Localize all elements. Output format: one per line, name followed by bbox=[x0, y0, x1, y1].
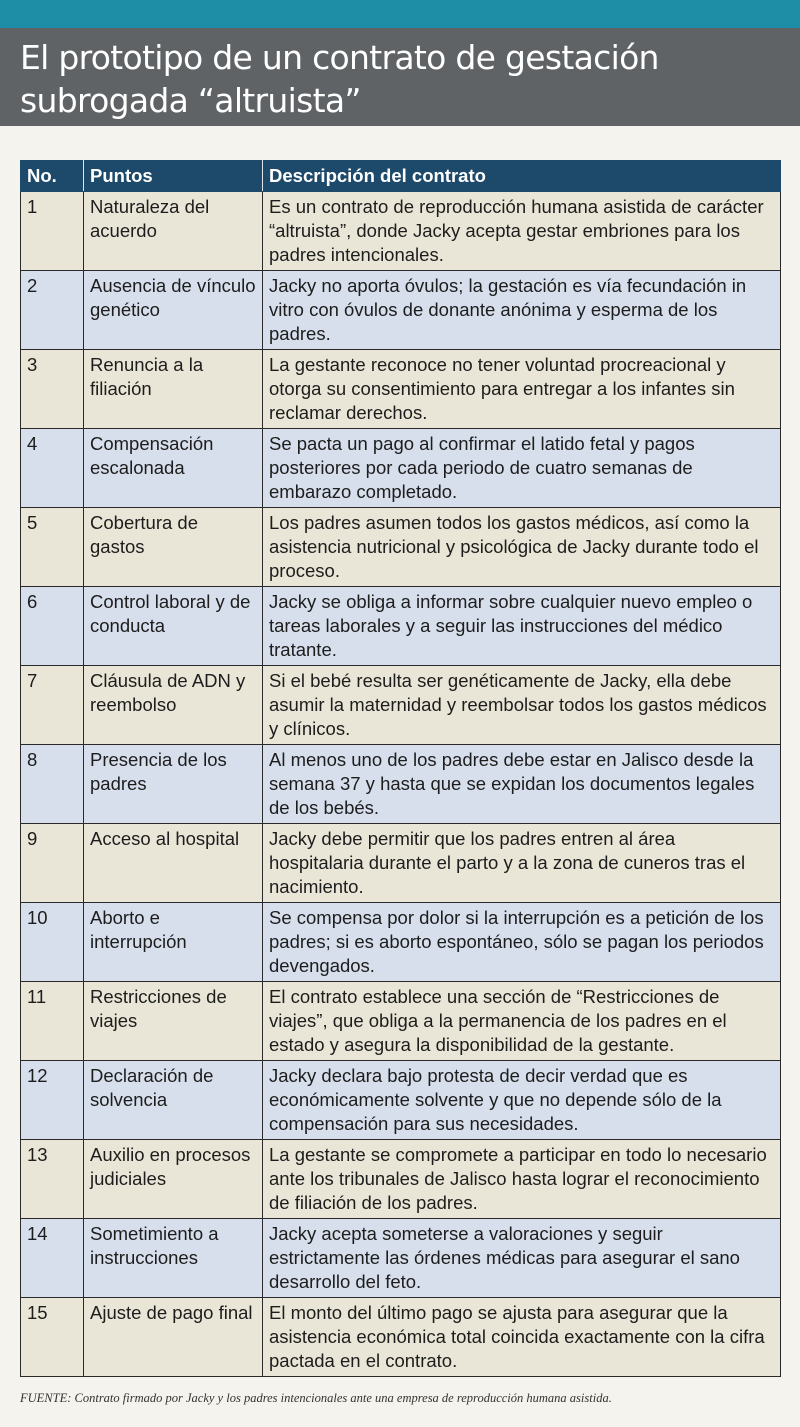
row-description: La gestante se compromete a participar en todo lo necesario ante los tribunales de Jalisco hasta lograr el reconocimiento de filiación de los padres. bbox=[263, 1140, 781, 1219]
row-description: Jacky se obliga a informar sobre cualquier nuevo empleo o tareas laborales y a seguir las instrucciones del médico tratante. bbox=[263, 587, 781, 666]
table-row bbox=[21, 429, 781, 508]
row-point: Sometimiento a instrucciones bbox=[84, 1219, 263, 1298]
row-point: Control laboral y de conducta bbox=[84, 587, 263, 666]
row-number: 12 bbox=[21, 1061, 84, 1140]
row-description: Jacky declara bajo protesta de decir verdad que es económicamente solvente y que no depende sólo de la compensación para sus necesidades. bbox=[263, 1061, 781, 1140]
row-description: La gestante reconoce no tener voluntad procreacional y otorga su consentimiento para entregar a los infantes sin reclamar derechos. bbox=[263, 350, 781, 429]
page-title bbox=[20, 36, 780, 122]
page-title-line-2: subrogada “altruista” bbox=[20, 81, 361, 120]
table-row bbox=[21, 824, 781, 903]
row-point: Auxilio en procesos judiciales bbox=[84, 1140, 263, 1219]
row-point: Restricciones de viajes bbox=[84, 982, 263, 1061]
table-row bbox=[21, 1219, 781, 1298]
row-number: 13 bbox=[21, 1140, 84, 1219]
row-number: 3 bbox=[21, 350, 84, 429]
row-point: Aborto e interrupción bbox=[84, 903, 263, 982]
row-number: 9 bbox=[21, 824, 84, 903]
row-description: El monto del último pago se ajusta para asegurar que la asistencia económica total coincida exactamente con la cifra pactada en el contrato. bbox=[263, 1298, 781, 1377]
column-header-number: No. bbox=[21, 161, 84, 192]
row-number: 15 bbox=[21, 1298, 84, 1377]
row-point: Cláusula de ADN y reembolso bbox=[84, 666, 263, 745]
row-point: Naturaleza del acuerdo bbox=[84, 192, 263, 271]
row-point: Ausencia de vínculo genético bbox=[84, 271, 263, 350]
row-description: Jacky no aporta óvulos; la gestación es vía fecundación in vitro con óvulos de donante anónima y esperma de los padres. bbox=[263, 271, 781, 350]
row-point: Presencia de los padres bbox=[84, 745, 263, 824]
row-description: Se compensa por dolor si la interrupción es a petición de los padres; si es aborto espontáneo, sólo se pagan los periodos devengados. bbox=[263, 903, 781, 982]
table-row bbox=[21, 192, 781, 271]
row-number: 11 bbox=[21, 982, 84, 1061]
row-description: Si el bebé resulta ser genéticamente de Jacky, ella debe asumir la maternidad y reembolsar todos los gastos médicos y clínicos. bbox=[263, 666, 781, 745]
table-row bbox=[21, 1061, 781, 1140]
row-description: Los padres asumen todos los gastos médicos, así como la asistencia nutricional y psicológica de Jacky durante todo el proceso. bbox=[263, 508, 781, 587]
title-banner bbox=[0, 28, 800, 126]
row-description: Al menos uno de los padres debe estar en Jalisco desde la semana 37 y hasta que se expidan los documentos legales de los bebés. bbox=[263, 745, 781, 824]
row-number: 2 bbox=[21, 271, 84, 350]
table-row bbox=[21, 350, 781, 429]
row-number: 14 bbox=[21, 1219, 84, 1298]
row-description: Jacky debe permitir que los padres entren al área hospitalaria durante el parto y a la zona de cuneros tras el nacimiento. bbox=[263, 824, 781, 903]
row-number: 7 bbox=[21, 666, 84, 745]
contract-points-table bbox=[20, 160, 781, 1377]
table-row bbox=[21, 903, 781, 982]
table-row bbox=[21, 587, 781, 666]
row-point: Declaración de solvencia bbox=[84, 1061, 263, 1140]
source-footnote: FUENTE: Contrato firmado por Jacky y los padres intencionales ante una empresa de reproducción humana asistida. bbox=[20, 1391, 612, 1405]
row-number: 6 bbox=[21, 587, 84, 666]
row-description: El contrato establece una sección de “Restricciones de viajes”, que obliga a la permanencia de los padres en el estado y asegura la disponibilidad de la gestante. bbox=[263, 982, 781, 1061]
table-row bbox=[21, 982, 781, 1061]
table-row bbox=[21, 666, 781, 745]
row-description: Es un contrato de reproducción humana asistida de carácter “altruista”, donde Jacky acepta gestar embriones para los padres intencionales. bbox=[263, 192, 781, 271]
row-number: 8 bbox=[21, 745, 84, 824]
row-point: Cobertura de gastos bbox=[84, 508, 263, 587]
row-number: 5 bbox=[21, 508, 84, 587]
row-point: Compensación escalonada bbox=[84, 429, 263, 508]
row-number: 1 bbox=[21, 192, 84, 271]
column-header-description: Descripción del contrato bbox=[263, 161, 781, 192]
row-number: 10 bbox=[21, 903, 84, 982]
row-description: Jacky acepta someterse a valoraciones y seguir estrictamente las órdenes médicas para asegurar el sano desarrollo del feto. bbox=[263, 1219, 781, 1298]
top-accent-stripe bbox=[0, 0, 800, 28]
table-row bbox=[21, 508, 781, 587]
page-title-line-1: El prototipo de un contrato de gestación bbox=[20, 38, 659, 77]
table-row bbox=[21, 745, 781, 824]
row-point: Acceso al hospital bbox=[84, 824, 263, 903]
row-description: Se pacta un pago al confirmar el latido fetal y pagos posteriores por cada periodo de cuatro semanas de embarazo completado. bbox=[263, 429, 781, 508]
row-point: Renuncia a la filiación bbox=[84, 350, 263, 429]
table-header-row bbox=[21, 161, 781, 192]
column-header-points: Puntos bbox=[84, 161, 263, 192]
table-row bbox=[21, 1140, 781, 1219]
table-row bbox=[21, 1298, 781, 1377]
row-number: 4 bbox=[21, 429, 84, 508]
table-row bbox=[21, 271, 781, 350]
row-point: Ajuste de pago final bbox=[84, 1298, 263, 1377]
